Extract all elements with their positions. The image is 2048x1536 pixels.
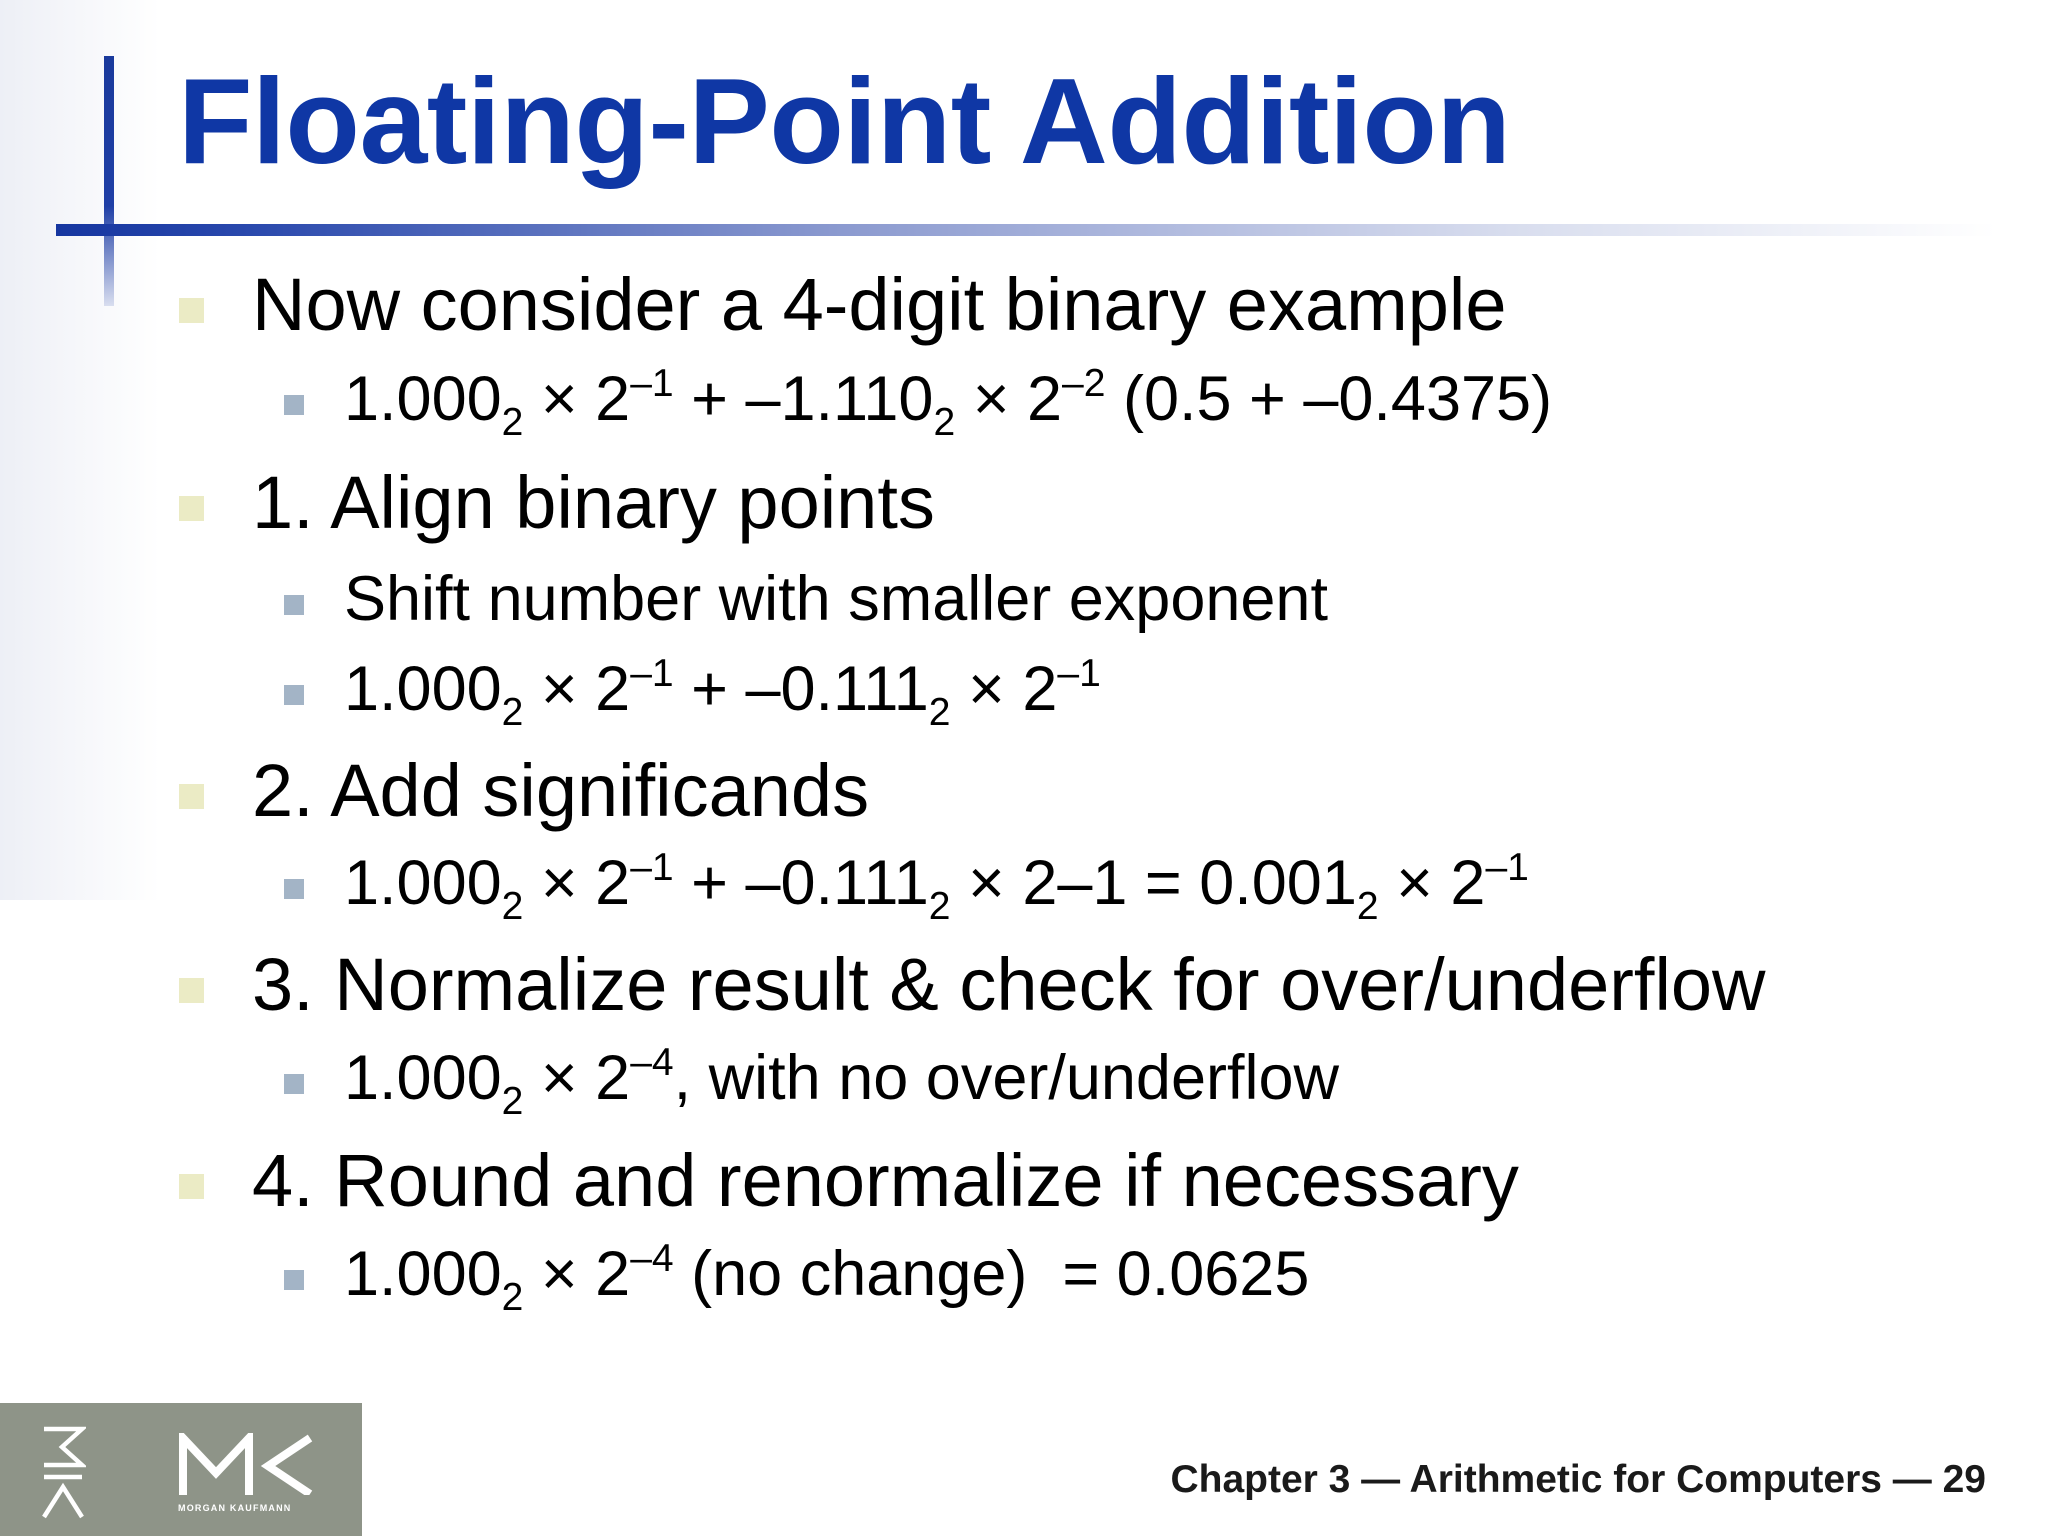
slide-background-fade [0,0,160,900]
sub-bullet-item [344,1040,1340,1123]
bullet-marker-icon [179,298,204,323]
sub-bullet-item [344,1236,1310,1319]
title-accent-horizontal-line [56,224,1996,236]
base-subscript: 2 [928,884,951,928]
bullet-marker-icon [179,784,204,809]
bullet-text: 2. Add significands [252,749,870,832]
base-subscript: 2 [501,690,524,734]
publisher-logo-box [0,1403,362,1536]
bullet-text: × 2 [523,654,631,724]
bullet-text: + –1.110 [673,364,934,434]
bullet-text: × 2 [523,1239,631,1309]
base-subscript: 2 [501,400,524,444]
bullet-text: 1.000 [344,1239,502,1309]
sub-bullet-marker-icon [284,1074,304,1094]
exponent-superscript: –1 [630,651,674,695]
sub-bullet-marker-icon [284,395,304,415]
mk-vertical-logo-icon [40,1425,86,1521]
bullet-text: 1.000 [344,364,502,434]
bullet-marker-icon [179,978,204,1003]
bullet-text: 3. Normalize result & check for over/underflow [252,943,1766,1026]
mk-logo-icon [178,1433,316,1495]
base-subscript: 2 [501,1079,524,1123]
bullet-text: × 2 [523,1043,631,1113]
title-accent-vertical-line [104,56,114,306]
bullet-item [252,749,870,832]
base-subscript: 2 [928,690,951,734]
bullet-text: 1. Align binary points [252,461,935,544]
bullet-text: Now consider a 4-digit binary example [252,263,1507,346]
sub-bullet-marker-icon [284,595,304,615]
bullet-text: 1.000 [344,654,502,724]
bullet-text: + –0.111 [673,848,929,918]
slide-title: Floating-Point Addition [178,53,1511,189]
bullet-text: + –0.111 [673,654,929,724]
exponent-superscript: –1 [630,361,674,405]
slide-footer: Chapter 3 — Arithmetic for Computers — 29 [1170,1458,1986,1501]
bullet-text: (0.5 + –0.4375) [1105,364,1553,434]
bullet-item [252,263,1507,346]
bullet-text: (no change) = 0.0625 [673,1239,1310,1309]
exponent-superscript: –1 [630,845,674,889]
bullet-text: × 2 [1378,848,1486,918]
bullet-text: × 2 [950,654,1058,724]
sub-bullet-marker-icon [284,1270,304,1290]
sub-bullet-marker-icon [284,685,304,705]
bullet-text: × 2 [523,848,631,918]
bullet-text: 1.000 [344,1043,502,1113]
bullet-item [252,1139,1519,1222]
sub-bullet-item [344,564,1328,634]
bullet-item [252,461,935,544]
bullet-text: × 2 [523,364,631,434]
bullet-text: 1.000 [344,848,502,918]
sub-bullet-marker-icon [284,879,304,899]
exponent-superscript: –4 [630,1236,674,1280]
logo-caption: MORGAN KAUFMANN [178,1503,292,1513]
bullet-marker-icon [179,1174,204,1199]
bullet-text: × 2–1 = 0.001 [950,848,1357,918]
exponent-superscript: –4 [630,1040,674,1084]
sub-bullet-item [344,361,1553,444]
bullet-text: Shift number with smaller exponent [344,564,1328,634]
sub-bullet-item [344,845,1529,928]
base-subscript: 2 [933,400,956,444]
exponent-superscript: –1 [1485,845,1529,889]
bullet-text: × 2 [955,364,1063,434]
sub-bullet-item [344,651,1101,734]
bullet-marker-icon [179,496,204,521]
bullet-text: 4. Round and renormalize if necessary [252,1139,1519,1222]
bullet-text: , with no over/underflow [673,1043,1340,1113]
base-subscript: 2 [1356,884,1379,928]
exponent-superscript: –2 [1062,361,1106,405]
exponent-superscript: –1 [1057,651,1101,695]
base-subscript: 2 [501,1275,524,1319]
bullet-item [252,943,1766,1026]
base-subscript: 2 [501,884,524,928]
